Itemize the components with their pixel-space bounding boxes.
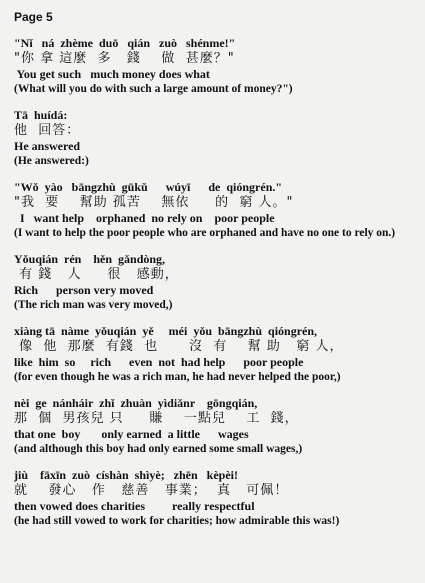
sentence-block-4	[14, 252, 422, 312]
hanzi-line: 那 個 男孩兒 只 賺 一點兒 工 錢，	[14, 411, 299, 426]
page-number: Page 5	[14, 10, 53, 24]
hanzi-line: 他 回答：	[14, 123, 81, 138]
hanzi-line: "我 要 幫助 孤苦 無依 的 窮 人。"	[14, 195, 294, 210]
gloss-line: I want help orphaned no rely on poor people	[14, 211, 275, 225]
gloss-line: that one boy only earned a little wages	[14, 427, 249, 441]
pinyin-line: nèi ge nánháir zhǐ zhuàn yìdiǎnr gōngqián,	[14, 396, 258, 410]
pinyin-line: "Wǒ yào bāngzhù gūkǔ wúyī de qióngrén."	[14, 180, 283, 194]
gloss-line: You get such much money does what	[14, 67, 210, 81]
translation-line: (he had still vowed to work for charities; how admirable this was!)	[14, 515, 340, 527]
pinyin-line: Yǒuqián rén hěn gǎndòng,	[14, 252, 166, 266]
hanzi-line: "你 拿 這麼 多 錢 做 甚麼？"	[14, 51, 235, 66]
translation-line: (and although this boy had only earned some small wages,)	[14, 443, 303, 455]
sentence-block-5	[14, 324, 422, 384]
sentence-block-1	[14, 36, 422, 96]
sentence-block-2	[14, 108, 422, 168]
gloss-line: like him so rich even not had help poor people	[14, 355, 304, 369]
gloss-line: then vowed does charities really respectful	[14, 499, 255, 513]
hanzi-line: 有 錢 人 很 感動，	[14, 267, 179, 282]
pinyin-line: jiù fāxīn zuò císhàn shìyè; zhēn kèpèi!	[14, 468, 239, 482]
translation-line: (He answered:)	[14, 155, 89, 167]
gloss-line: He answered	[14, 139, 81, 153]
sentence-block-6	[14, 396, 422, 456]
translation-line: (for even though he was a rich man, he had never helped the poor,)	[14, 371, 341, 383]
sentence-block-3	[14, 180, 422, 240]
sentence-block-7	[14, 468, 422, 528]
text-body	[14, 36, 422, 540]
hanzi-line: 就 發心 作 慈善 事業； 真 可佩！	[14, 483, 289, 498]
pinyin-line: "Nǐ ná zhème duō qián zuò shénme!"	[14, 36, 236, 50]
pinyin-line: xiàng tā nàme yǒuqián yě méi yǒu bāngzhù qióngrén,	[14, 324, 318, 338]
translation-line: (What will you do with such a large amount of money?")	[14, 83, 293, 95]
gloss-line: Rich person very moved	[14, 283, 154, 297]
hanzi-line: 像 他 那麼 有錢 也 沒 有 幫 助 窮 人，	[14, 339, 344, 354]
translation-line: (I want to help the poor people who are orphaned and have no one to rely on.)	[14, 227, 396, 239]
translation-line: (The rich man was very moved,)	[14, 299, 173, 311]
pinyin-line: Tā huídá:	[14, 108, 68, 122]
